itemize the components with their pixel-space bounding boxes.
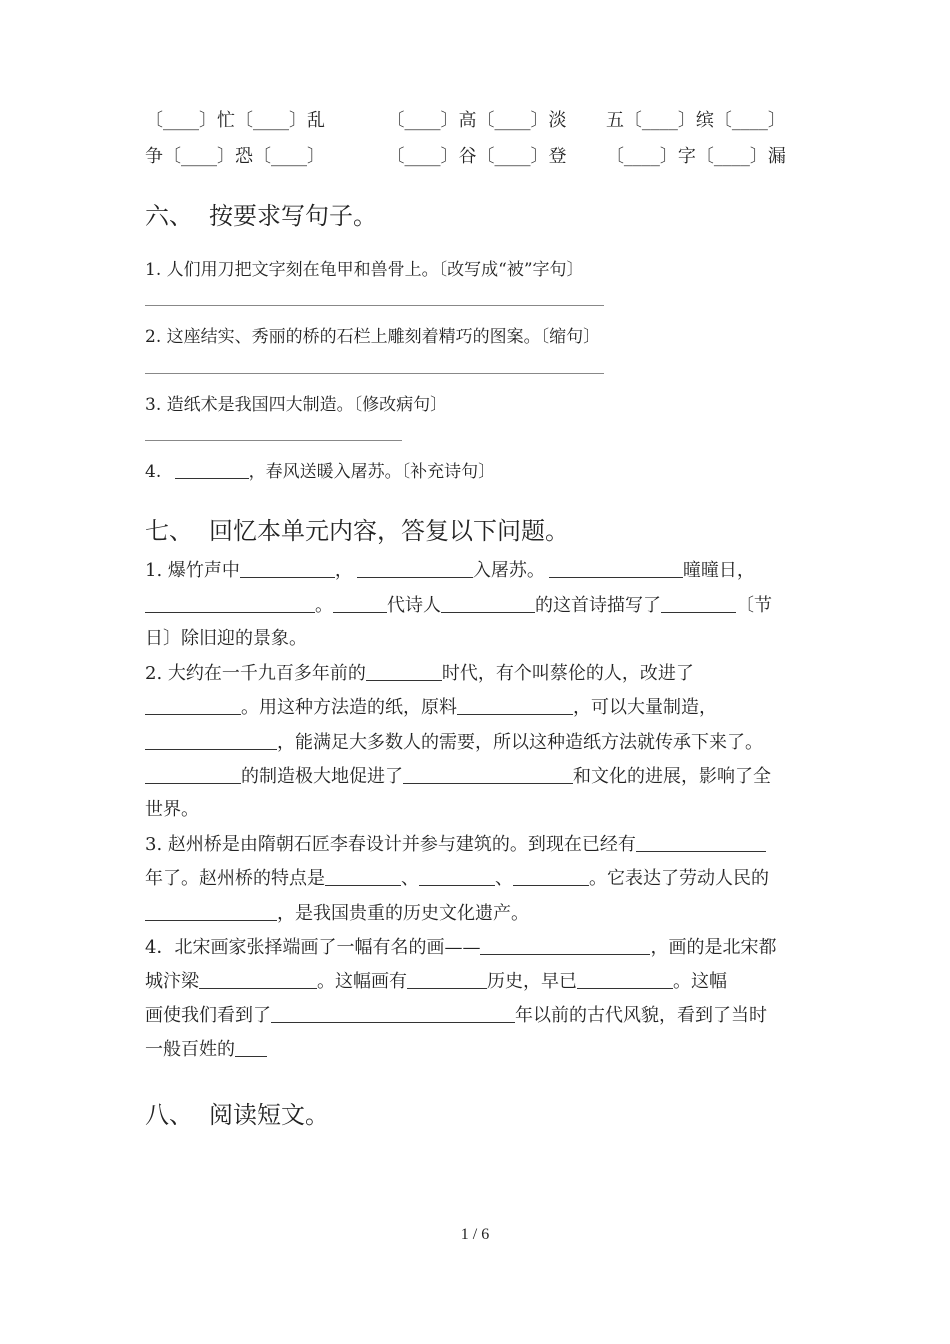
s6-question-3: 3. 造纸术是我国四大制造。〔修改病句〕: [145, 395, 448, 415]
s6-answer-line-2[interactable]: [145, 373, 604, 374]
s7-blank[interactable]: [419, 869, 495, 886]
section-8-number: 八、: [145, 1101, 193, 1129]
s6-question-2: 2. 这座结实、秀丽的桥的石栏上雕刻着精巧的图案。〔缩句〕: [145, 327, 601, 347]
s7-blank[interactable]: [145, 904, 277, 921]
s7-p3-line-2: [145, 869, 769, 888]
s7-p4-text-a: 4．北宋画家张择端画了一幅有名的画——: [145, 937, 481, 958]
s7-p1-line-2: [145, 596, 772, 615]
s7-p2-text-d: ，可以大量制造，: [573, 697, 717, 718]
idiom-2: 〔____〕高〔____〕淡: [386, 110, 567, 131]
s7-blank[interactable]: [145, 596, 315, 613]
section-7-number: 七、: [145, 517, 193, 545]
s7-blank[interactable]: [333, 596, 387, 613]
s7-p1-text-d: 曈曈日，: [682, 560, 755, 581]
s7-p1-text-f: 代诗人: [387, 595, 441, 616]
s7-p4-text-b: ，画的是北宋都: [650, 937, 777, 958]
s7-p1-text-g: 的这首诗描写了: [535, 595, 661, 616]
s7-p4-line-1: [145, 938, 776, 957]
s7-p1-text-e: 。: [315, 595, 333, 616]
s7-p1-line-1: [145, 561, 755, 580]
section-6-title: 按要求写句子。: [209, 202, 377, 230]
s7-blank[interactable]: [577, 972, 673, 989]
s7-blank[interactable]: [240, 561, 335, 578]
s6-answer-line-3[interactable]: [145, 440, 402, 441]
s7-p3-text-c: 、: [401, 868, 419, 889]
s7-blank[interactable]: [636, 835, 766, 852]
s6-question-4: [145, 457, 495, 482]
idiom-row-2: [145, 142, 786, 168]
s7-blank[interactable]: [457, 698, 573, 715]
s7-p2-line-4: [145, 767, 771, 786]
s7-p4-line-4: [145, 1040, 267, 1059]
s7-blank[interactable]: [549, 561, 683, 578]
idiom-6: 〔____〕字〔____〕漏: [605, 146, 786, 167]
s7-blank[interactable]: [145, 698, 241, 715]
s7-blank[interactable]: [357, 561, 473, 578]
section-6-heading: [145, 196, 377, 231]
s7-blank[interactable]: [661, 596, 736, 613]
s7-p2-line-5: 世界。: [145, 799, 199, 820]
s7-blank[interactable]: [199, 972, 317, 989]
s7-blank[interactable]: [366, 664, 442, 681]
s7-p4-text-d: 。这幅画有: [317, 971, 407, 992]
s7-p2-text-f: 的制造极大地促进了: [241, 766, 403, 787]
s7-p3-text-d: 、: [495, 868, 513, 889]
idiom-1: 〔____〕忙〔____〕乱: [145, 110, 325, 131]
s7-p2-text-a: 2. 大约在一千九百多年前的: [145, 663, 366, 684]
s7-p2-text-g: 和文化的进展，影响了全: [573, 766, 771, 787]
s7-p4-text-g: 画使我们看到了: [145, 1005, 271, 1026]
s7-p3-text-f: ，是我国贵重的历史文化遗产。: [277, 903, 529, 924]
s7-blank[interactable]: [407, 972, 487, 989]
s7-p2-line-3: [145, 733, 763, 752]
s7-p4-text-i: 一般百姓的: [145, 1039, 235, 1060]
s7-p4-text-e: 历史，早已: [487, 971, 577, 992]
idiom-4: 争〔____〕恐〔____〕: [145, 146, 325, 167]
s6-answer-line-1[interactable]: [145, 305, 604, 306]
section-8-heading: [145, 1095, 329, 1130]
s6-question-1: 1. 人们用刀把文字刻在龟甲和兽骨上。〔改写成“被”字句〕: [145, 260, 584, 280]
s7-p4-text-h: 年以前的古代风貌，看到了当时: [515, 1005, 767, 1026]
s7-p2-line-2: [145, 698, 717, 717]
s7-p2-text-e: ，能满足大多数人的需要，所以这种造纸方法就传承下来了。: [277, 732, 763, 753]
idiom-5: 〔____〕谷〔____〕登: [386, 146, 567, 167]
s7-p4-text-c: 城汴梁: [145, 971, 199, 992]
s7-p3-line-1: [145, 835, 766, 854]
idiom-3: 五〔____〕缤〔____〕: [605, 110, 786, 131]
s7-p2-text-b: 时代，有个叫蔡伦的人，改进了: [441, 663, 694, 684]
s7-blank[interactable]: [145, 767, 241, 784]
s7-p1-text-c: 入屠苏。: [472, 560, 545, 581]
section-8-title: 阅读短文。: [209, 1101, 329, 1129]
s7-blank[interactable]: [325, 869, 401, 886]
s7-p1-text-h: 〔节: [736, 595, 772, 616]
s7-p4-line-2: [145, 972, 727, 991]
section-7-title: 回忆本单元内容，答复以下问题。: [209, 517, 569, 545]
s7-blank[interactable]: [235, 1040, 267, 1057]
s7-p3-text-a: 3. 赵州桥是由隋朝石匠李春设计并参与建筑的。到现在已经有: [145, 834, 636, 855]
s7-p4-text-f: 。这幅: [673, 971, 727, 992]
s7-p3-text-e: 。它表达了劳动人民的: [589, 868, 769, 889]
section-6-number: 六、: [145, 202, 193, 230]
s7-p2-line-1: [145, 664, 694, 683]
s7-blank[interactable]: [441, 596, 535, 613]
s6-q4-blank[interactable]: [175, 462, 249, 479]
s7-p1-text-a: 1. 爆竹声中: [145, 560, 240, 581]
s7-p3-text-b: 年了。赵州桥的特点是: [145, 868, 325, 889]
s7-blank[interactable]: [480, 938, 650, 955]
s6-q4-number: 4.: [145, 462, 162, 482]
s7-p4-line-3: [145, 1006, 767, 1025]
s7-blank[interactable]: [513, 869, 589, 886]
s7-blank[interactable]: [145, 733, 277, 750]
idiom-row-1: [145, 106, 786, 132]
s6-q4-text: ，春风送暖入屠苏。〔补充诗句〕: [248, 462, 496, 482]
section-7-heading: [145, 511, 569, 546]
s7-p1-line-3: 日〕除旧迎的景象。: [145, 628, 307, 649]
s7-blank[interactable]: [403, 767, 573, 784]
s7-blank[interactable]: [271, 1006, 515, 1023]
s7-p3-line-3: [145, 904, 529, 923]
s7-p1-text-b: ，: [334, 560, 353, 581]
s7-p2-text-c: 。用这种方法造的纸，原料: [241, 697, 457, 718]
page-number: 1 / 6: [460, 1226, 490, 1243]
